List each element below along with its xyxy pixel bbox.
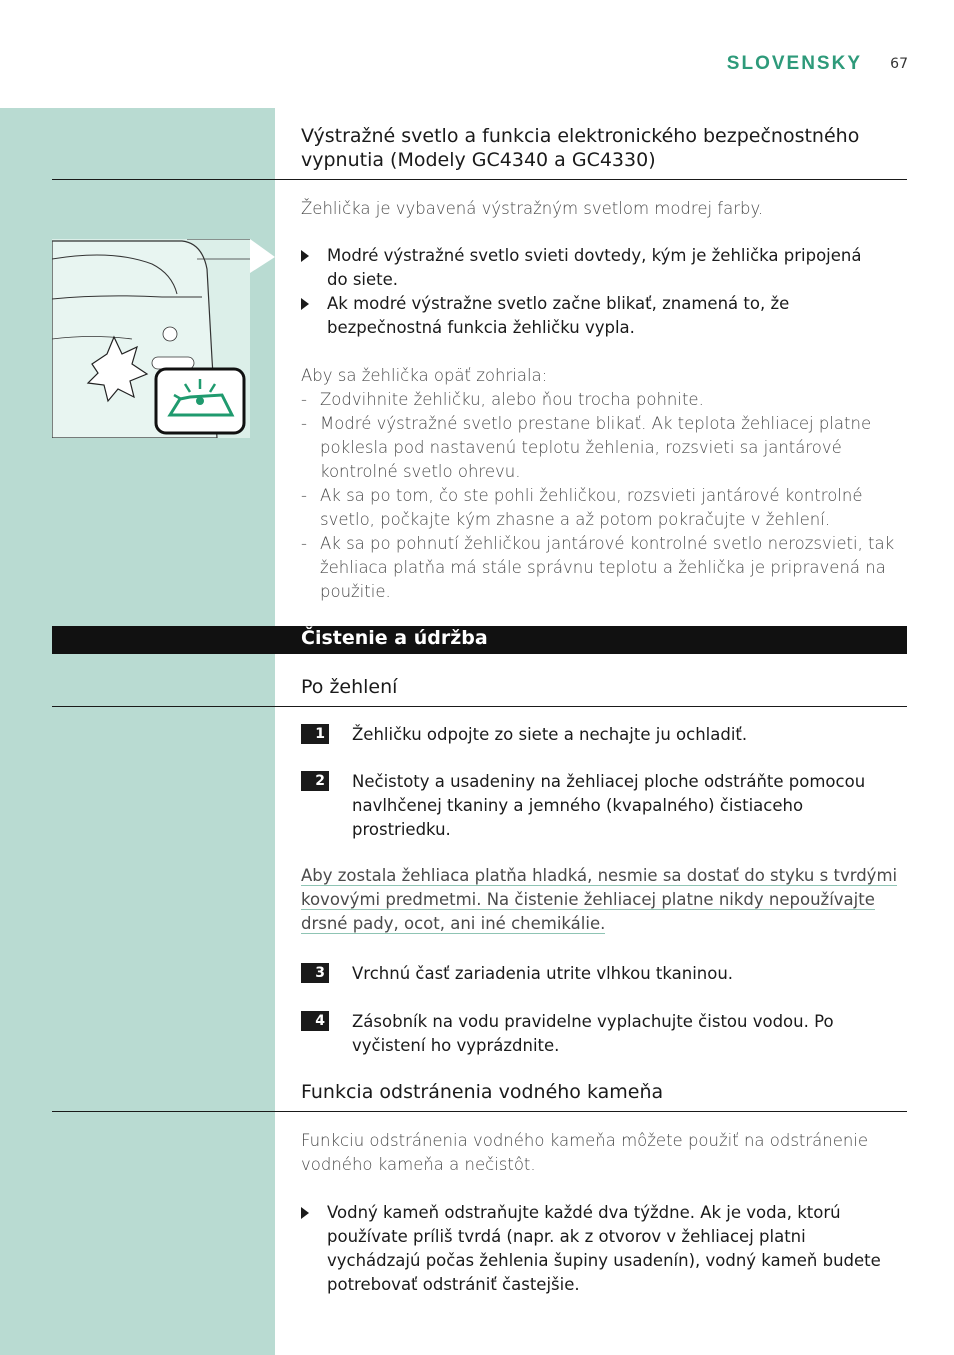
step-item: 2 Nečistoty a usadeniny na žehliacej ploche odstráňte pomocou navlhčenej tkaniny a jemného (kvapalného) čistiaceho prostriedku.	[301, 770, 901, 842]
list-item: - Modré výstražné svetlo prestane blikať. Ak teplota žehliacej platne poklesla pod nastavenú teplotu žehlenia, rozsvieti sa jantárové kontrolné svetlo ohrevu.	[301, 414, 872, 481]
step-number: 2	[301, 771, 329, 791]
list-item: - Zodvihnite žehličku, alebo ňou trocha pohnite.	[301, 390, 704, 409]
step-number: 1	[301, 724, 329, 744]
section-rule	[52, 179, 907, 180]
section-rule	[52, 1111, 907, 1112]
list-item: Ak modré výstražne svetlo začne blikať, znamená to, že bezpečnostná funkcia žehličku vypla.	[301, 292, 901, 340]
language-header: SLOVENSKY	[726, 53, 862, 74]
after-ironing-title: Po žehlení	[301, 676, 398, 698]
section-rule	[52, 706, 907, 707]
list-item: Modré výstražné svetlo svieti dovtedy, kým je žehlička pripojená do siete.	[301, 244, 901, 292]
cleaning-note: Aby zostala žehliaca platňa hladká, nesmie sa dostať do styku s tvrdými kovovými predmetmi. Na čistenie žehliacej platne nikdy nepoužívajte drsné pady, ocot, ani iné chemikálie.	[301, 866, 898, 933]
page-number: 67	[890, 56, 908, 72]
bullet-icon	[301, 1207, 309, 1219]
step-item: 4 Zásobník na vodu pravidelne vyplachujte čistou vodou. Po vyčistení ho vyprázdnite.	[301, 1010, 901, 1058]
bullet-icon	[301, 250, 309, 262]
callout-pointer-icon	[250, 239, 276, 273]
step-item: 3 Vrchnú časť zariadenia utrite vlhkou tkaninou.	[301, 962, 901, 986]
iron-warning-illustration	[52, 239, 250, 438]
step-number: 4	[301, 1011, 329, 1031]
list-item: - Ak sa po tom, čo ste pohli žehličkou, rozsvieti jantárové kontrolné svetlo, počkajte kým zhasne a až potom pokračujte v žehlení.	[301, 486, 863, 529]
list-item: Vodný kameň odstraňujte každé dva týždne. Ak je voda, ktorú používate príliš tvrdá (napr. ak z otvorov v žehliacej platni vychádzajú počas žehlenia šupiny usadenín), vodný kameň budete potrebovať odstrániť častejšie.	[301, 1201, 901, 1297]
warning-section-title: Výstražné svetlo a funkcia elektronického bezpečnostného vypnutia (Modely GC4340 a GC4330)	[301, 125, 860, 171]
descale-title: Funkcia odstránenia vodného kameňa	[301, 1081, 664, 1103]
step-number: 3	[301, 963, 329, 983]
warning-intro: Žehlička je vybavená výstražným svetlom modrej farby.	[301, 199, 764, 218]
list-item: - Ak sa po pohnutí žehličkou jantárové kontrolné svetlo nerozsvieti, tak žehliaca platňa má stále správnu teplotu a žehlička je pripravená na použitie.	[301, 534, 895, 601]
bullet-icon	[301, 298, 309, 310]
step-item: 1 Žehličku odpojte zo siete a nechajte ju ochladiť.	[301, 723, 901, 747]
descale-intro: Funkciu odstránenia vodného kameňa môžete použiť na odstránenie vodného kameňa a nečistôt.	[301, 1131, 869, 1174]
cleaning-section-header: Čistenie a údržba	[52, 626, 907, 654]
reheat-intro: Aby sa žehlička opäť zohriala:	[301, 366, 548, 385]
iron-illustration-icon	[52, 239, 250, 438]
